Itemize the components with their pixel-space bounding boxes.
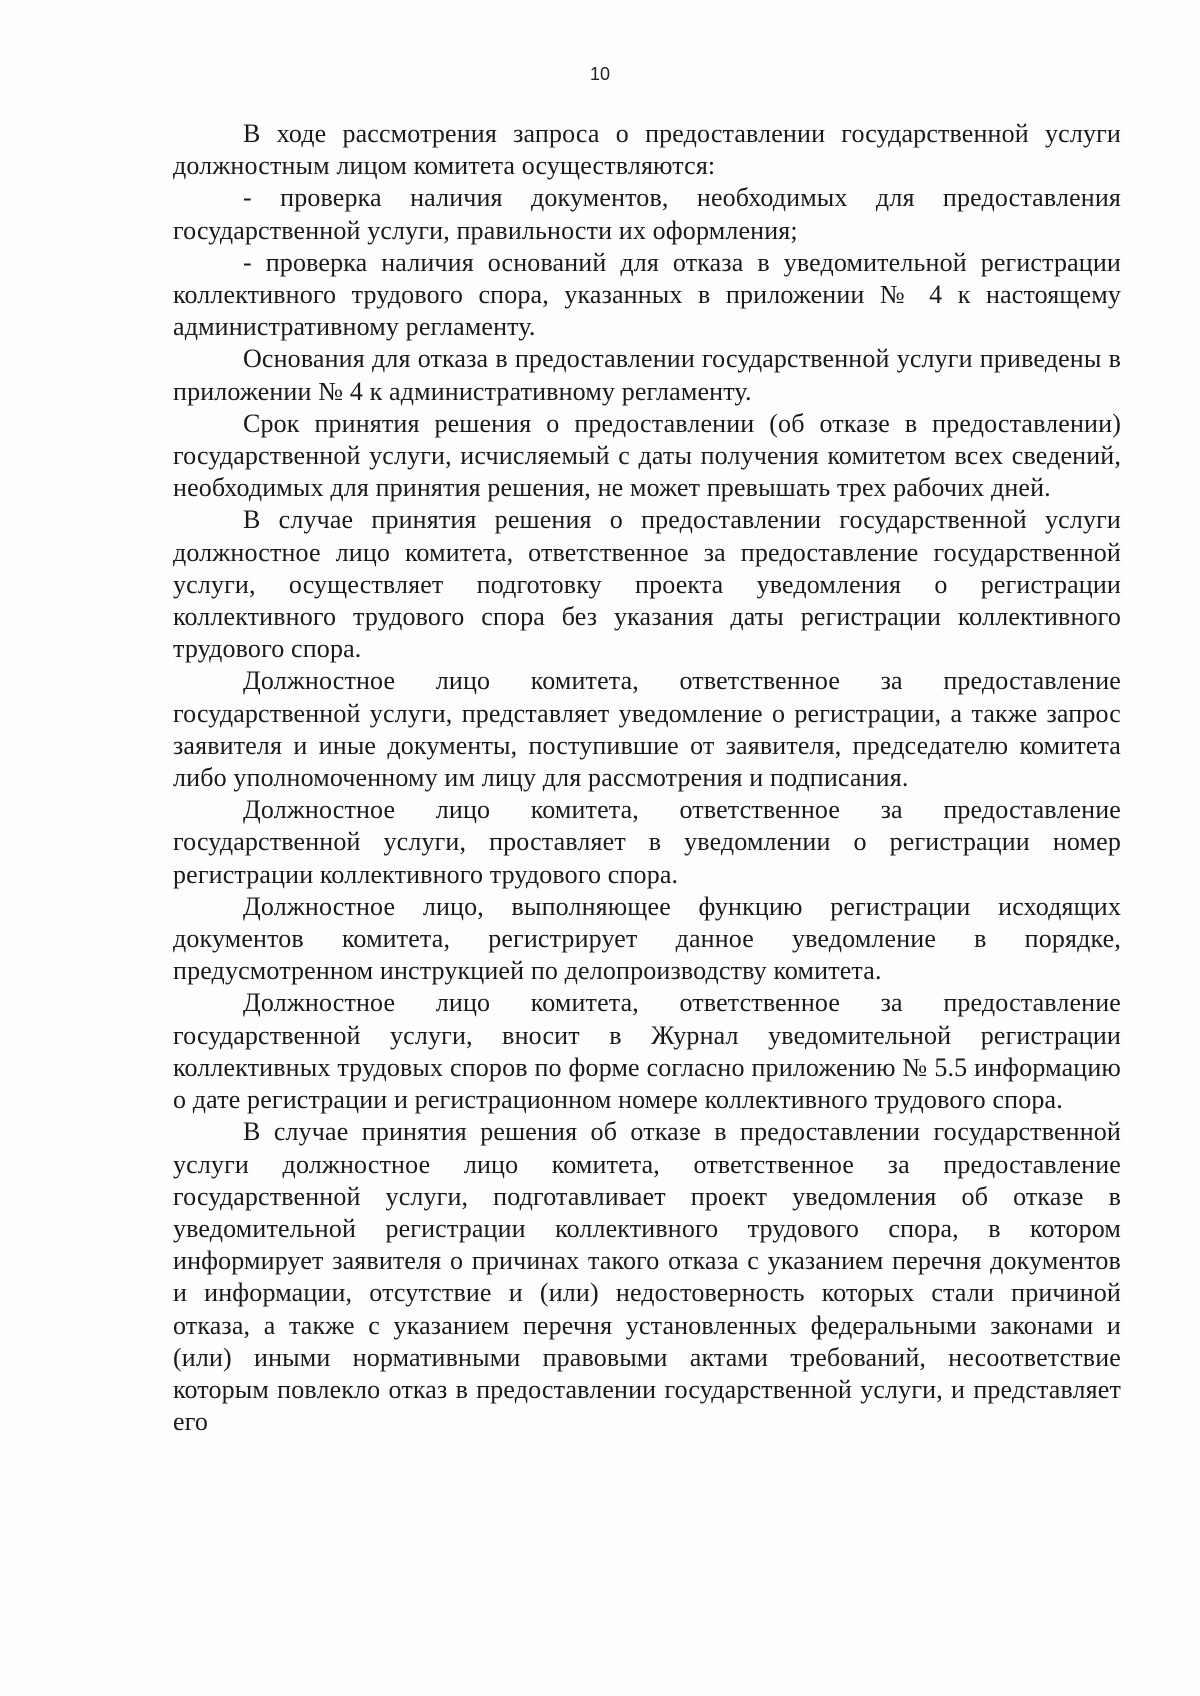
paragraph: Должностное лицо комитета, ответственное за предоставление государственной услуги, представляет уведомление о регистрации, а также запрос заявителя и иные документы, поступившие от заявителя, председателю комитета либо уполномоченному им лицу для рассмотрения и подписания.	[173, 666, 1121, 793]
paragraph: - проверка наличия документов, необходимых для предоставления государственной услуги, правильности их оформления;	[173, 183, 1121, 245]
paragraph: В случае принятия решения об отказе в предоставлении государственной услуги должностное лицо комитета, ответственное за предоставление государственной услуги, подготавливает проект уведомления об отказе в уведомительной регистрации коллективного трудового спора, в котором информирует заявителя о причинах такого отказа с указанием перечня документов и информации, отсутствие и (или) недостоверность которых стали причиной отказа, а также с указанием перечня установленных федеральными законами и (или) иными нормативными правовыми актами требований, несоответствие которым повлекло отказ в предоставлении государственной услуги, и представляет его	[173, 1117, 1121, 1437]
paragraph: В случае принятия решения о предоставлении государственной услуги должностное лицо комитета, ответственное за предоставление государственной услуги, осуществляет подготовку проекта уведомления о регистрации коллективного трудового спора без указания даты регистрации коллективного трудового спора.	[173, 505, 1121, 664]
paragraph: Основания для отказа в предоставлении государственной услуги приведены в приложении № 4 к административному регламенту.	[173, 344, 1121, 406]
document-body	[173, 118, 1121, 1438]
paragraph: Должностное лицо, выполняющее функцию регистрации исходящих документов комитета, регистрирует данное уведомление в порядке, предусмотренном инструкцией по делопроизводству комитета.	[173, 891, 1121, 986]
page-number: 10	[589, 64, 611, 84]
paragraph: Срок принятия решения о предоставлении (об отказе в предоставлении) государственной услуги, исчисляемый с даты получения комитетом всех сведений, необходимых для принятия решения, не может превышать трех рабочих дней.	[173, 408, 1121, 503]
paragraph: Должностное лицо комитета, ответственное за предоставление государственной услуги, проставляет в уведомлении о регистрации номер регистрации коллективного трудового спора.	[173, 795, 1121, 889]
paragraph: - проверка наличия оснований для отказа в уведомительной регистрации коллективного трудового спора, указанных в приложении № 4 к настоящему административному регламенту.	[173, 247, 1121, 342]
paragraph: Должностное лицо комитета, ответственное за предоставление государственной услуги, вносит в Журнал уведомительной регистрации коллективных трудовых споров по форме согласно приложению № 5.5 информацию о дате регистрации и регистрационном номере коллективного трудового спора.	[173, 988, 1121, 1115]
paragraph: В ходе рассмотрения запроса о предоставлении государственной услуги должностным лицом комитета осуществляются:	[173, 119, 1121, 181]
